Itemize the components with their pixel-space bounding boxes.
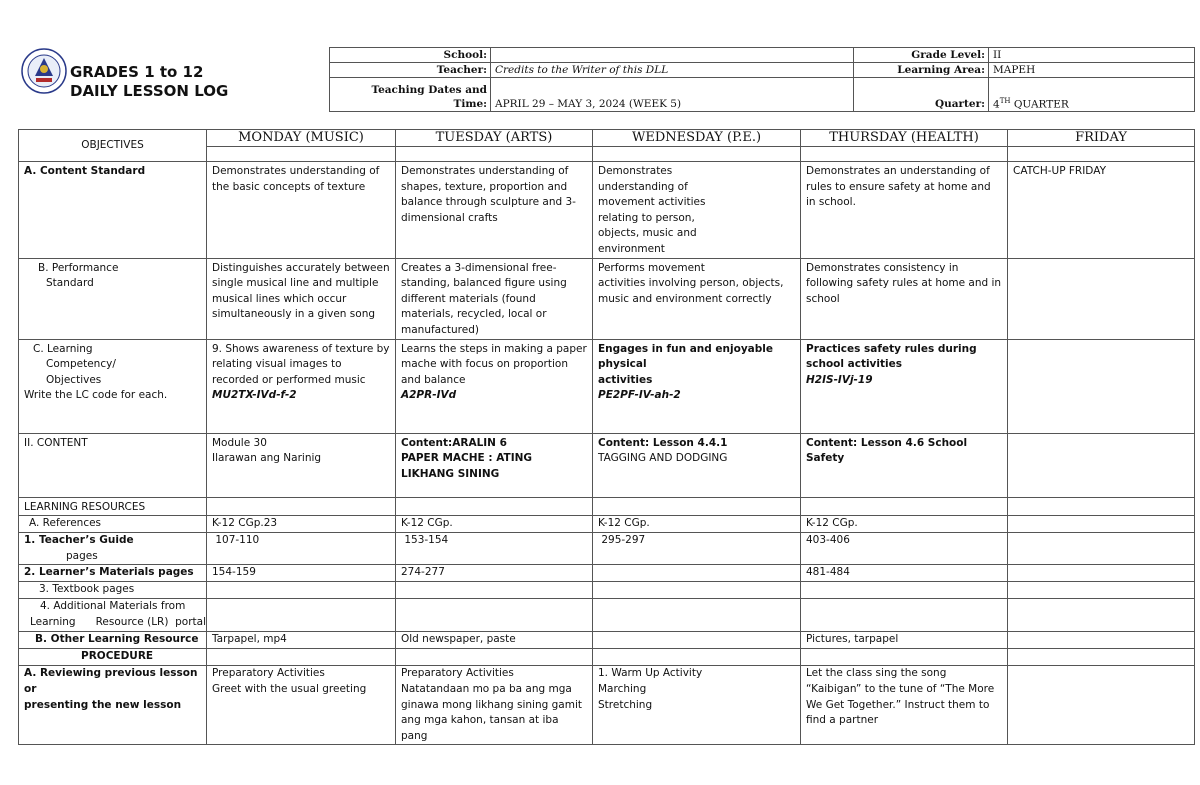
title-line-2: DAILY LESSON LOG [70, 82, 229, 100]
cell-monday-references: K-12 CGp.23 [207, 516, 396, 533]
cell-thursday-learners-materials: 481-484 [801, 565, 1008, 582]
blank-cell [801, 582, 1008, 599]
learning-area-value: MAPEH [989, 63, 1195, 78]
blank-cell [593, 582, 801, 599]
quarter-label: Quarter: [854, 78, 989, 112]
row-label-procedure: PROCEDURE [19, 649, 207, 666]
deped-seal-logo [21, 48, 67, 94]
teaching-dates-value: APRIL 29 – MAY 3, 2024 (WEEK 5) [491, 78, 854, 112]
blank-cell [1008, 649, 1195, 666]
cell-monday-reviewing: Preparatory Activities Greet with the usual greeting [207, 666, 396, 745]
cell-tuesday-other-resources: Old newspaper, paste [396, 632, 593, 649]
row-label-performance-standard: B. Performance Standard [19, 258, 207, 339]
learning-area-label: Learning Area: [854, 63, 989, 78]
cell-thursday-performance-standard: Demonstrates consistency in following safety rules at home and in school [801, 258, 1008, 339]
document-title [70, 63, 228, 101]
blank-cell [207, 497, 396, 516]
blank-cell [801, 497, 1008, 516]
teacher-label: Teacher: [330, 63, 491, 78]
school-label: School: [330, 48, 491, 63]
school-value [491, 48, 854, 63]
blank-cell [1008, 582, 1195, 599]
blank-cell [593, 497, 801, 516]
blank-cell [593, 147, 801, 162]
row-label-learners-materials: 2. Learner’s Materials pages [19, 565, 207, 582]
blank-cell [207, 649, 396, 666]
cell-monday-learners-materials: 154-159 [207, 565, 396, 582]
day-header-thursday: THURSDAY (HEALTH) [801, 130, 1008, 147]
cell-tuesday-content: Content:ARALIN 6 PAPER MACHE : ATING LIKHANG SINING [396, 433, 593, 497]
cell-wednesday-reviewing: 1. Warm Up Activity Marching Stretching [593, 666, 801, 745]
cell-friday-other-resources [1008, 632, 1195, 649]
blank-cell [1008, 497, 1195, 516]
blank-cell [801, 599, 1008, 632]
cell-wednesday-content: Content: Lesson 4.4.1 TAGGING AND DODGING [593, 433, 801, 497]
cell-monday-other-resources: Tarpapel, mp4 [207, 632, 396, 649]
blank-cell [801, 147, 1008, 162]
cell-wednesday-content-standard: Demonstrates understanding of movement activities relating to person, objects, music and environment [593, 162, 801, 259]
day-header-friday: FRIDAY [1008, 130, 1195, 147]
cell-wednesday-competency: Engages in fun and enjoyable physical activities PE2PF-IV-ah-2 [593, 339, 801, 433]
cell-wednesday-learners-materials [593, 565, 801, 582]
cell-thursday-content-standard: Demonstrates an understanding of rules to ensure safety at home and in school. [801, 162, 1008, 259]
title-line-1: GRADES 1 to 12 [70, 63, 204, 81]
cell-tuesday-reviewing: Preparatory Activities Natatandaan mo pa ba ang mga ginawa mong likhang sining gamit ang mga kahon, tansan at iba pang [396, 666, 593, 745]
row-label-content: II. CONTENT [19, 433, 207, 497]
row-label-teachers-guide: 1. Teacher’s Guide pages [19, 533, 207, 565]
cell-monday-performance-standard: Distinguishes accurately between single musical line and multiple musical lines which occur simultaneously in a given song [207, 258, 396, 339]
cell-wednesday-other-resources [593, 632, 801, 649]
blank-cell [801, 649, 1008, 666]
cell-tuesday-learners-materials: 274-277 [396, 565, 593, 582]
row-label-learning-competency: C. Learning Competency/ Objectives Write the LC code for each. [19, 339, 207, 433]
header-info-table [329, 47, 1195, 112]
cell-friday-content-standard: CATCH-UP FRIDAY [1008, 162, 1195, 259]
cell-tuesday-performance-standard: Creates a 3-dimensional free-standing, balanced figure using different materials (found materials, recycled, local or manufactured) [396, 258, 593, 339]
blank-cell [396, 599, 593, 632]
quarter-value: 4TH QUARTER [989, 78, 1195, 112]
cell-thursday-references: K-12 CGp. [801, 516, 1008, 533]
cell-thursday-other-resources: Pictures, tarpapel [801, 632, 1008, 649]
grade-level-value: II [989, 48, 1195, 63]
cell-friday-references [1008, 516, 1195, 533]
cell-thursday-content: Content: Lesson 4.6 School Safety [801, 433, 1008, 497]
cell-monday-content-standard: Demonstrates understanding of the basic concepts of texture [207, 162, 396, 259]
row-label-reviewing-previous-lesson: A. Reviewing previous lesson or presenting the new lesson [19, 666, 207, 745]
cell-friday-reviewing [1008, 666, 1195, 745]
blank-cell [207, 599, 396, 632]
teacher-value: Credits to the Writer of this DLL [491, 63, 854, 78]
cell-tuesday-references: K-12 CGp. [396, 516, 593, 533]
cell-monday-teachers-guide: 107-110 [207, 533, 396, 565]
cell-tuesday-competency: Learns the steps in making a paper mache with focus on proportion and balance A2PR-IVd [396, 339, 593, 433]
cell-friday-teachers-guide [1008, 533, 1195, 565]
day-header-wednesday: WEDNESDAY (P.E.) [593, 130, 801, 147]
row-label-learning-resources: LEARNING RESOURCES [19, 497, 207, 516]
cell-tuesday-content-standard: Demonstrates understanding of shapes, texture, proportion and balance through sculpture and 3-dimensional crafts [396, 162, 593, 259]
blank-cell [1008, 599, 1195, 632]
cell-friday-content [1008, 433, 1195, 497]
grade-level-label: Grade Level: [854, 48, 989, 63]
cell-wednesday-performance-standard: Performs movement activities involving person, objects, music and environment correctly [593, 258, 801, 339]
objectives-header: OBJECTIVES [19, 130, 207, 162]
lesson-log-table [18, 129, 1195, 745]
cell-thursday-teachers-guide: 403-406 [801, 533, 1008, 565]
row-label-textbook-pages: 3. Textbook pages [19, 582, 207, 599]
cell-monday-content: Module 30 Ilarawan ang Narinig [207, 433, 396, 497]
blank-cell [1008, 147, 1195, 162]
cell-wednesday-teachers-guide: 295-297 [593, 533, 801, 565]
teaching-dates-label: Teaching Dates and Time: [330, 78, 491, 112]
day-header-monday: MONDAY (MUSIC) [207, 130, 396, 147]
row-label-content-standard: A. Content Standard [19, 162, 207, 259]
blank-cell [593, 599, 801, 632]
blank-cell [593, 649, 801, 666]
blank-cell [396, 649, 593, 666]
row-label-additional-materials: 4. Additional Materials from Learning Resource (LR) portal [19, 599, 207, 632]
blank-cell [207, 147, 396, 162]
cell-thursday-reviewing: Let the class sing the song “Kaibigan” to the tune of “The More We Get Together.” Instruct them to find a partner [801, 666, 1008, 745]
cell-friday-competency [1008, 339, 1195, 433]
row-label-references: A. References [19, 516, 207, 533]
blank-cell [396, 582, 593, 599]
cell-monday-competency: 9. Shows awareness of texture by relating visual images to recorded or performed music MU2TX-IVd-f-2 [207, 339, 396, 433]
cell-friday-performance-standard [1008, 258, 1195, 339]
cell-wednesday-references: K-12 CGp. [593, 516, 801, 533]
blank-cell [207, 582, 396, 599]
day-header-tuesday: TUESDAY (ARTS) [396, 130, 593, 147]
blank-cell [396, 497, 593, 516]
cell-tuesday-teachers-guide: 153-154 [396, 533, 593, 565]
cell-thursday-competency: Practices safety rules during school activities H2IS-IVj-19 [801, 339, 1008, 433]
row-label-other-resources: B. Other Learning Resource [19, 632, 207, 649]
blank-cell [396, 147, 593, 162]
cell-friday-learners-materials [1008, 565, 1195, 582]
